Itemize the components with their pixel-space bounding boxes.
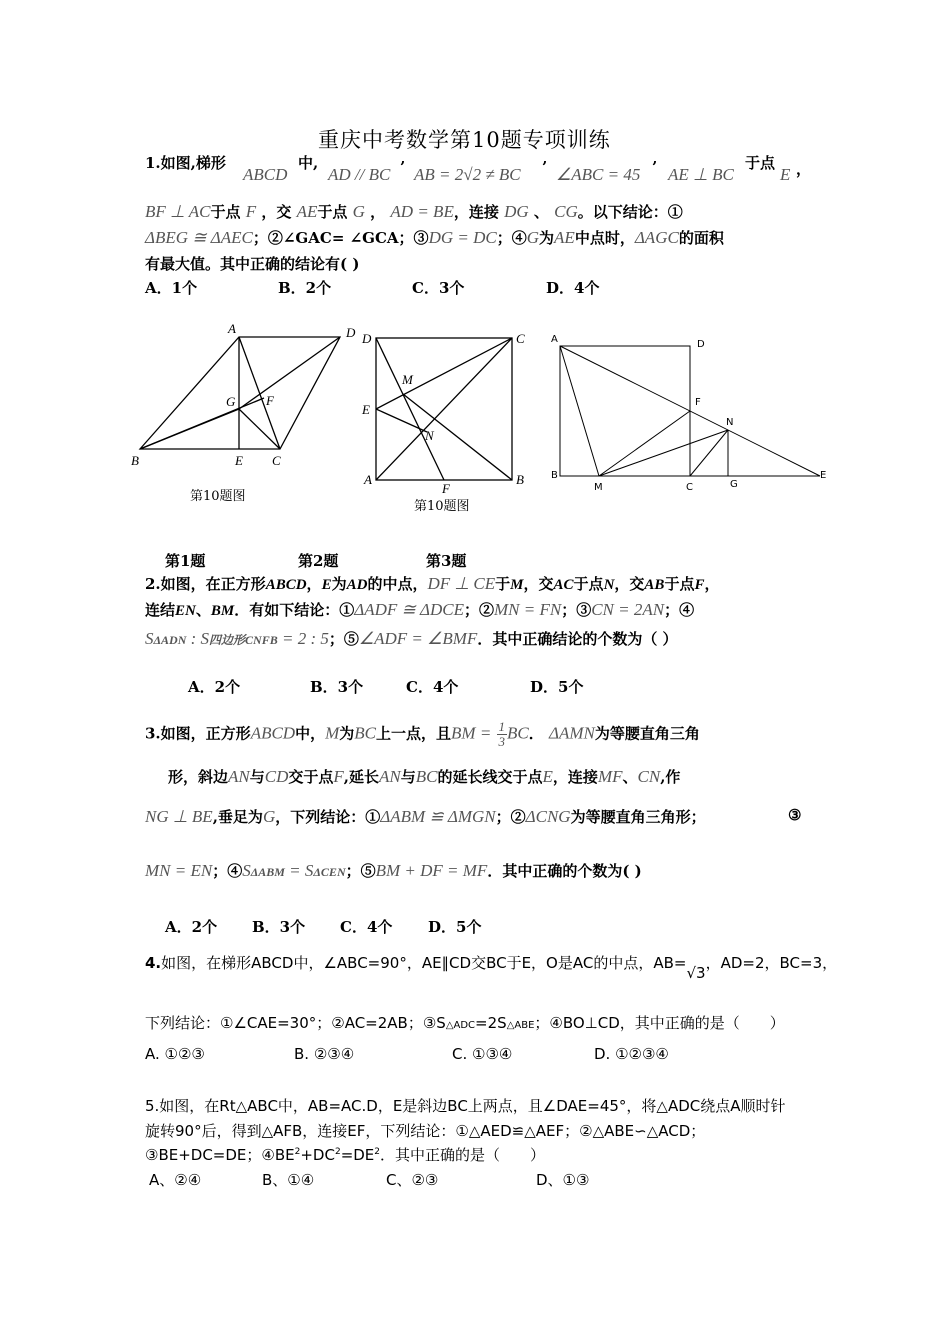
fig1-label-a: A [228, 321, 236, 336]
q3-option-b: B．3个 [252, 918, 306, 936]
q3-option-d: D．5个 [428, 918, 482, 936]
fig2-label-e: E [362, 402, 370, 417]
q4-option-d: D. ①②③④ [594, 1045, 669, 1063]
q5-line1: 5.如图，在Rt△ABC中，AB=AC.D，E是斜边BC上两点，且∠DAE=45°，将△ADC绕点A顺时针 [145, 1097, 786, 1115]
q1-line1: 1.如图,梯形 [145, 154, 226, 172]
q2-option-a: A．2个 [188, 678, 241, 696]
q1-option-a: A．1个 [145, 279, 198, 297]
q2-option-b: B．3个 [310, 678, 364, 696]
fig3-label-e: E [820, 470, 827, 481]
q5-option-a: A、②④ [149, 1171, 202, 1189]
fig3-label-m: M [594, 482, 603, 493]
q3-line4: MN = EN；④SΔABM = SΔCEN；⑤BM + DF = MF．其中正确的个数为( ) [145, 861, 642, 880]
q5-line3: ③BE+DC=DE；$④BE^2+DC^2=DE^2$．其中正确的是（ ） [145, 1146, 546, 1164]
q5-option-d: D、①③ [536, 1171, 590, 1189]
q3-option-a: A．2个 [165, 918, 218, 936]
fig2-label-m: M [402, 372, 413, 387]
fig1-label-b: B [131, 453, 139, 468]
fig2-label-n: N [425, 428, 434, 443]
q4-line2: 下列结论：①∠CAE=30°；②AC=2AB；③S△ADC=2S△ABE；④BO⊥CD，其中正确的是（ ） [145, 1014, 785, 1032]
q1-line3: ΔBEG ≅ ΔAEC；②∠GAC= ∠GCA；③DG = DC；④G为AE中点时，ΔAGC的面积 [145, 228, 724, 247]
fig2-label-b: B [516, 472, 524, 487]
q1-line2: BF ⊥ AC于点 F ，交 AE于点 G ， AD = BE，连接 DG 、 CG。以下结论：① [145, 202, 683, 221]
fig1-label-c: C [272, 453, 281, 468]
q2-line1: 2.如图，在正方形ABCD，E为AD的中点，DF ⊥ CE于M，交AC于点N，交AB于点F， [145, 574, 720, 593]
fig1-label-e: E [235, 453, 243, 468]
q2-line3: SΔADN : S四边形CNFB = 2 : 5；⑤∠ADF = ∠BMF．其中正确结论的个数为（ ） [145, 629, 678, 648]
q3-line3: NG ⊥ BE,垂足为G，下列结论：①ΔABM ≌ ΔMGN；②ΔCNG为等腰直角三角形； [145, 807, 706, 826]
fig2-caption: 第10题图 [414, 499, 470, 514]
fig3-label-n: N [726, 417, 734, 428]
q5-option-b: B、①④ [262, 1171, 315, 1189]
q1-option-d: D．4个 [546, 279, 600, 297]
fig1-caption: 第10题图 [190, 489, 246, 504]
q3-line2: 形，斜边AN与CD交于点F,延长AN与BC的延长线交于点E，连接MF、CN,作 [168, 767, 681, 786]
q4-option-a: A. ①②③ [145, 1045, 205, 1063]
page-title: 重庆中考数学第10题专项训练 [318, 128, 611, 152]
fig2-label-f: F [442, 481, 450, 496]
fig2-label-d: D [362, 331, 372, 346]
q5-line2: 旋转90°后，得到△AFB，连接EF，下列结论：①△AED≌△AEF；②△ABE∽△ACD； [145, 1122, 706, 1140]
q2-option-d: D．5个 [530, 678, 584, 696]
q1-option-b: B．2个 [278, 279, 332, 297]
fig1-label-f: F [266, 393, 274, 408]
fig2-label-a: A [364, 472, 372, 487]
q4-option-b: B. ②③④ [294, 1045, 355, 1063]
fig3-label-b: B [551, 470, 558, 481]
q4-option-c: C. ①③④ [452, 1045, 513, 1063]
tag-q2: 第2题 [298, 552, 339, 570]
q2-option-c: C．4个 [406, 678, 459, 696]
q1-line4: 有最大值。其中正确的结论有( ) [145, 255, 360, 273]
fig3-label-g: G [730, 479, 738, 490]
q4-line1: 4.如图，在梯形ABCD中，∠ABC=90°，AE∥CD交BC于E，O是AC的中点，AB=√3，AD=2，BC=3， [145, 954, 838, 982]
fig3-label-d: D [697, 339, 705, 350]
q1-number: 1. [145, 154, 161, 172]
q5-option-c: C、②③ [386, 1171, 439, 1189]
fig3-label-a: A [551, 334, 558, 345]
fig3-label-f: F [695, 397, 701, 408]
fig2-label-c: C [516, 331, 525, 346]
q3-option-c: C．4个 [340, 918, 393, 936]
q1-option-c: C．3个 [412, 279, 465, 297]
fig1-label-d: D [346, 325, 356, 340]
tag-q1: 第1题 [165, 552, 206, 570]
tag-q3: 第3题 [426, 552, 467, 570]
q3-line1: 3.如图，正方形ABCD中，M为BC上一点，且BM = $\frac{1}{3}$ BC． ΔAMN为等腰直角三角 [145, 719, 700, 749]
fig1-label-g: G [226, 394, 236, 409]
q2-line2: 连结EN、BM．有如下结论：①ΔADF ≅ ΔDCE；②MN = FN；③CN = 2AN；④ [145, 600, 695, 619]
fig3-label-c: C [686, 482, 693, 493]
